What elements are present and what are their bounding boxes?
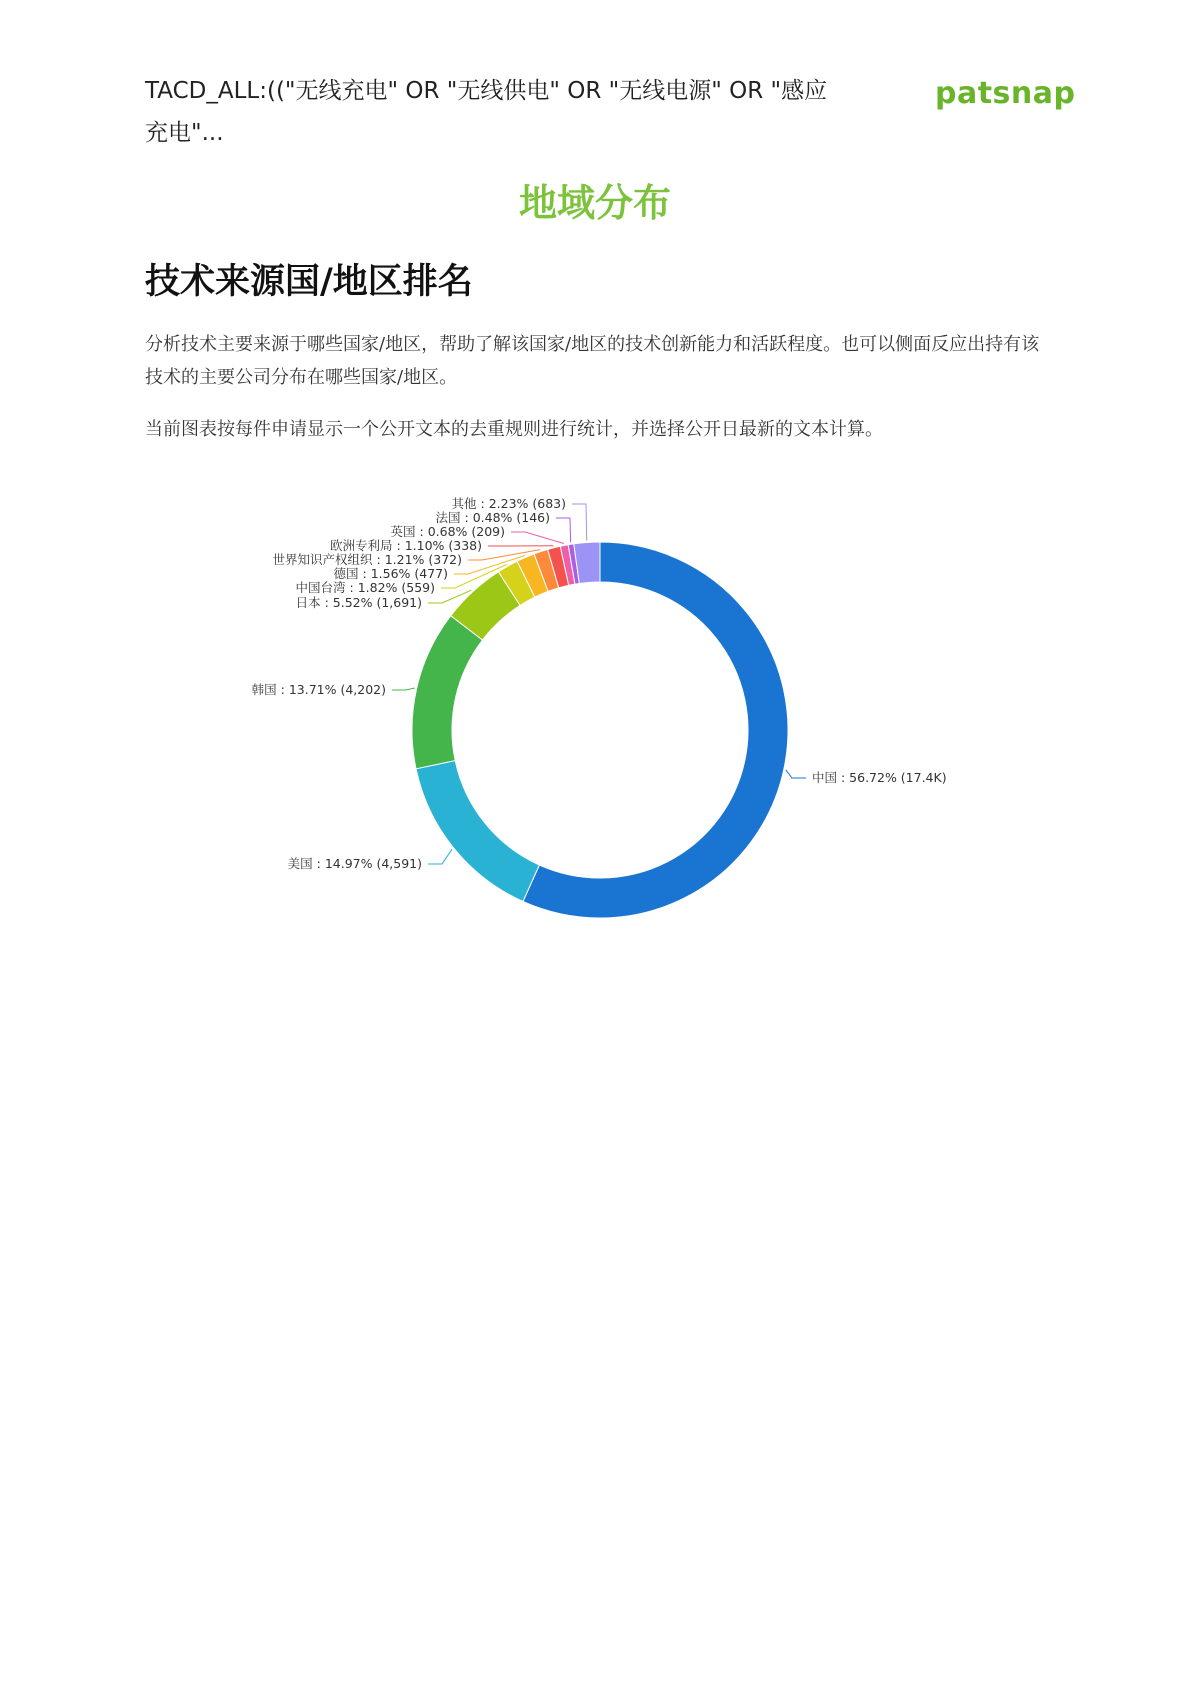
section-title: 地域分布 (518, 181, 671, 225)
slice-label-其他: 其他 : 2.23% (683) (451, 496, 566, 511)
slice-label-美国: 美国 : 14.97% (4,591) (287, 856, 422, 871)
leader-line-美国 (428, 849, 452, 864)
slice-label-日本: 日本 : 5.52% (1,691) (295, 595, 422, 610)
slice-中国[interactable] (523, 542, 788, 918)
leader-line-韩国 (392, 688, 415, 690)
slice-label-世界知识产权组织: 世界知识产权组织 : 1.21% (372) (272, 552, 462, 567)
leader-line-法国 (556, 518, 571, 542)
slice-韩国[interactable] (412, 616, 482, 769)
leader-line-其他 (572, 504, 587, 540)
slice-label-韩国: 韩国 : 13.71% (4,202) (251, 682, 386, 697)
slice-label-英国: 英国 : 0.68% (209) (390, 524, 505, 539)
donut-chart (230, 490, 970, 930)
leader-line-中国 (786, 770, 806, 778)
subsection-title: 技术来源国/地区排名 (145, 262, 473, 302)
slice-美国[interactable] (416, 761, 539, 902)
description-paragraph: 分析技术主要来源于哪些国家/地区，帮助了解该国家/地区的技术创新能力和活跃程度。也可以侧面反应出持有该技术的主要公司分布在哪些国家/地区。 (145, 334, 1040, 388)
slice-label-欧洲专利局: 欧洲专利局 : 1.10% (338) (330, 538, 482, 553)
statistics-note-paragraph: 当前图表按每件申请显示一个公开文本的去重规则进行统计，并选择公开日最新的文本计算。 (145, 419, 883, 440)
patsnap-logo: patsnap (935, 76, 1076, 111)
slice-label-中国台湾: 中国台湾 : 1.82% (559) (295, 580, 435, 595)
slice-label-中国: 中国 : 56.72% (17.4K) (812, 770, 947, 785)
slice-label-德国: 德国 : 1.56% (477) (333, 566, 448, 581)
slice-label-法国: 法国 : 0.48% (146) (435, 510, 550, 525)
leader-line-英国 (511, 532, 564, 543)
query-text: TACD_ALL:(("无线充电" OR "无线供电" OR "无线电源" OR "感应充电"... (145, 78, 828, 146)
